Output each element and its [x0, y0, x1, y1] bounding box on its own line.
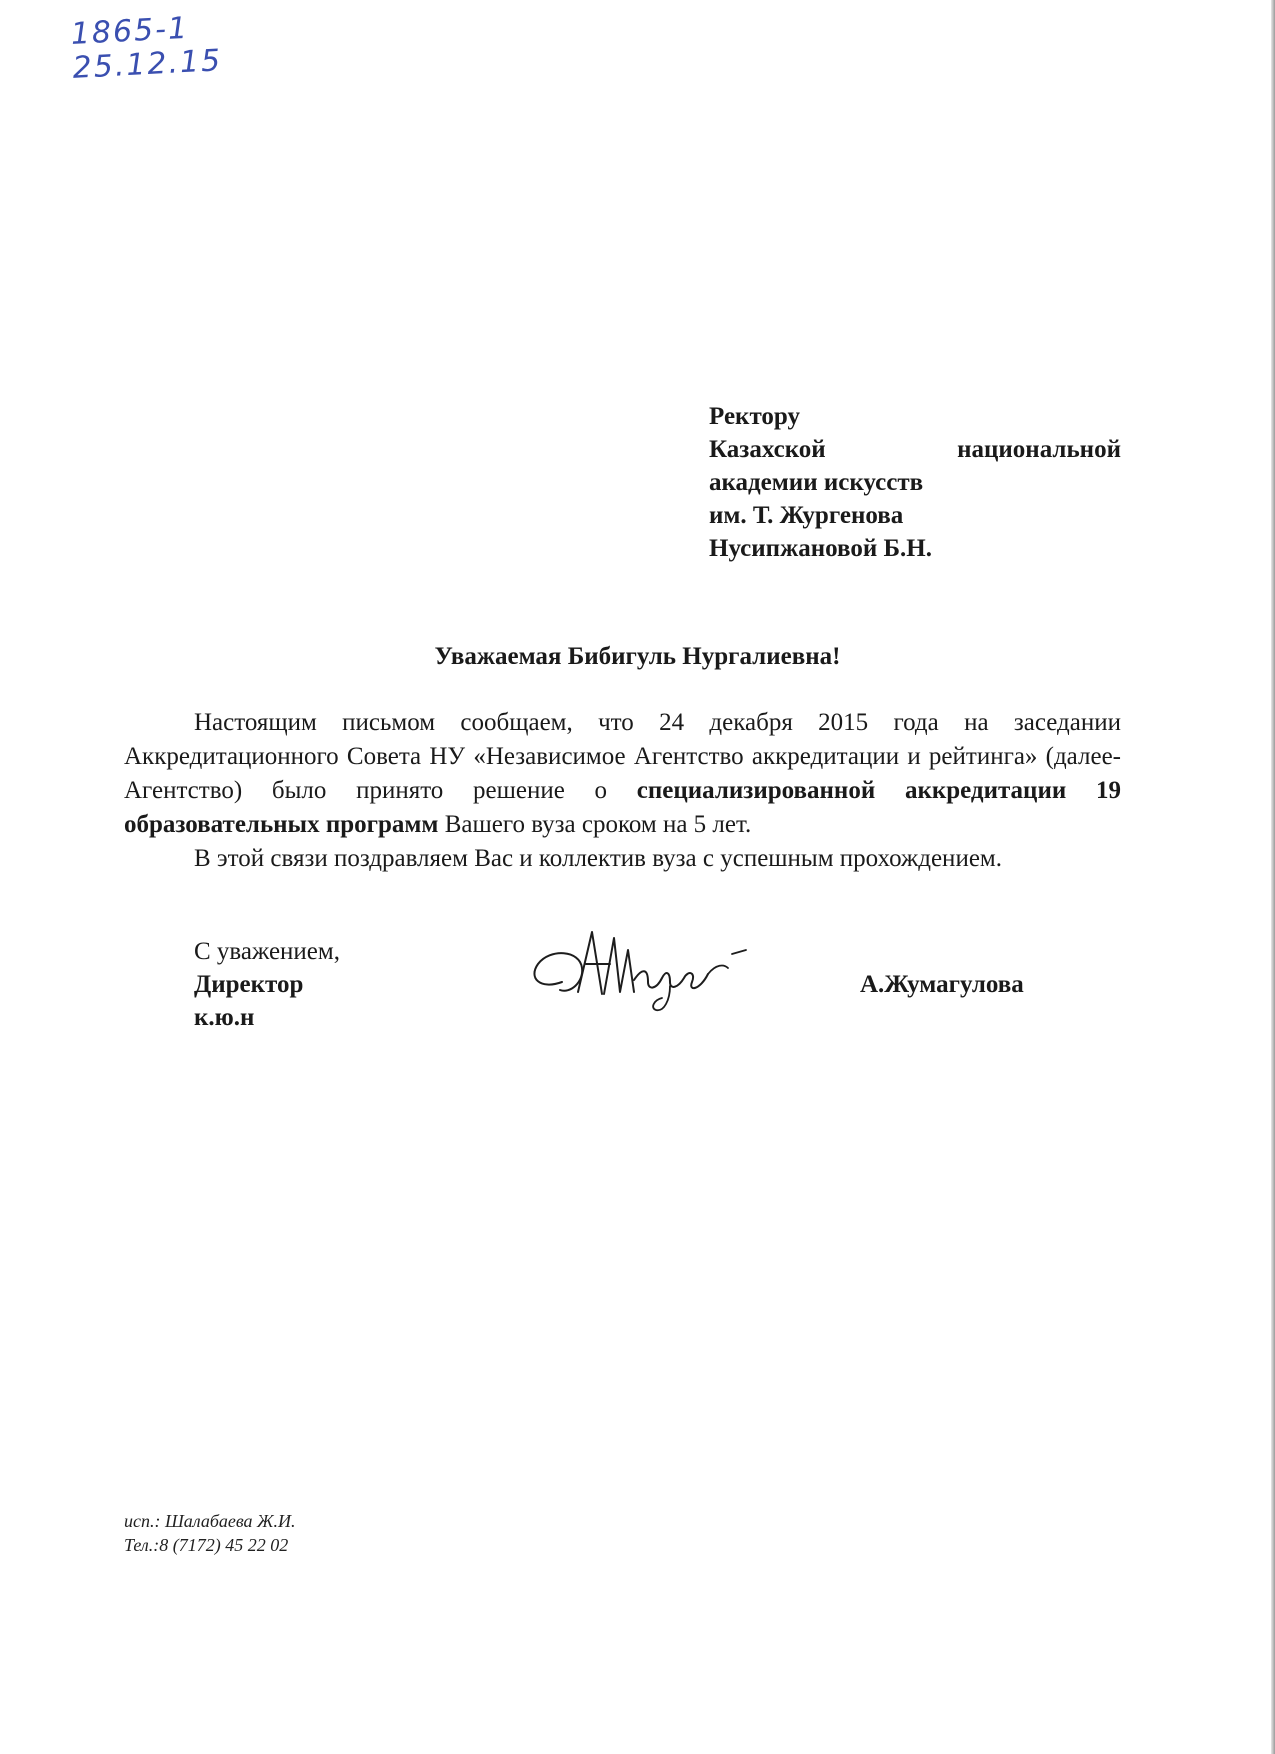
addressee-line-4: им. Т. Жургенова	[709, 502, 904, 529]
footer-executor: исп.: Шалабаева Ж.И.	[124, 1511, 296, 1531]
addressee-line-1: Ректору	[709, 403, 800, 430]
registration-date: 25.12.15	[71, 43, 223, 86]
addressee-line-2	[709, 433, 1121, 466]
body-paragraph-2: В этой связи поздравляем Вас и коллектив вуза с успешным прохождением.	[194, 845, 1002, 872]
addressee-line-2-left: Казахской	[709, 436, 826, 463]
addressee-block	[709, 400, 1121, 565]
salutation: Уважаемая Бибигуль Нургалиевна!	[434, 643, 841, 670]
closing-degree: к.ю.н	[194, 1004, 255, 1031]
handwritten-signature	[520, 920, 760, 1020]
footer-phone: Тел.:8 (7172) 45 22 02	[124, 1535, 289, 1555]
footer-note	[124, 1509, 296, 1557]
registration-number: 1865-1	[69, 10, 190, 52]
closing-regards: С уважением,	[194, 938, 340, 965]
body-p1-part1: Настоящим письмом сообщаем, что 24 декабря 2015 года на заседании Аккредитационного Совета НУ «Независимое Агентство аккредитации и рейтинга» (далее-Агентство) было принято решение о	[124, 709, 1121, 804]
scan-edge-artifact	[1271, 0, 1275, 1754]
addressee-line-2-right: национальной	[957, 436, 1121, 463]
addressee-line-5: Нусипжановой Б.Н.	[709, 535, 932, 562]
letter-body	[124, 706, 1121, 876]
addressee-line-3: академии искусств	[709, 469, 924, 496]
body-p1-part2: Вашего вуза сроком на 5 лет.	[438, 811, 752, 838]
registration-stamp	[70, 10, 223, 86]
closing-position: Директор	[194, 971, 304, 998]
signer-name: А.Жумагулова	[860, 971, 1024, 998]
body-paragraph-1	[124, 706, 1121, 842]
closing-block	[194, 935, 340, 1034]
body-p1-bold: специализированной аккредитации 19 образовательных программ	[124, 777, 1121, 838]
